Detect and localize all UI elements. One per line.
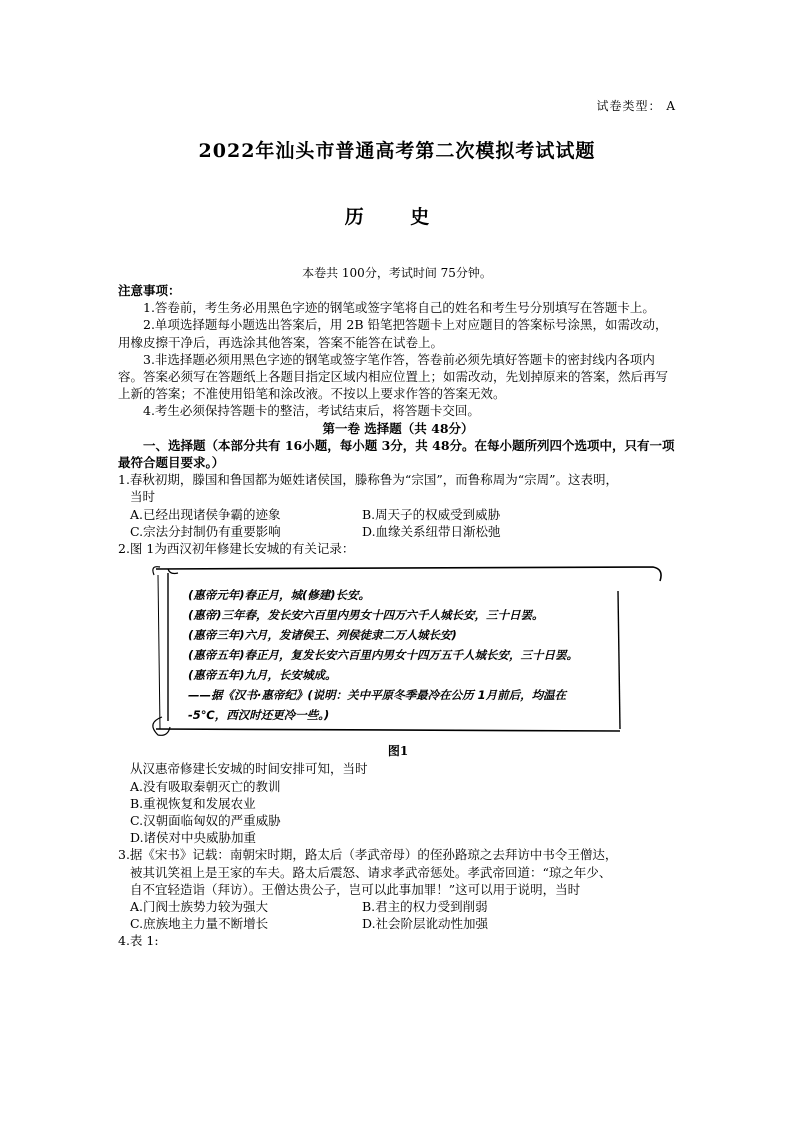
- option-b: B.周天子的权威受到威胁: [362, 506, 501, 522]
- question-3-stem: 3.据《宋书》记载：南朝宋时期，路太后（孝武帝母）的侄孙路琼之去拜访中书令王僧达，: [118, 847, 618, 863]
- figure-text: [188, 585, 658, 725]
- paper-type: 试卷类型： A: [596, 99, 676, 113]
- question-3-stem-cont: 被其讥笑祖上是王家的车夫。路太后震怒、请求孝武帝惩处。孝武帝回道：“琼之年少、: [130, 864, 612, 880]
- figure-line: (惠帝)三年春，发长安六百里内男女十四万六千人城长安，三十日罢。: [188, 608, 544, 623]
- exam-content: [118, 282, 678, 950]
- question-1-options-row: [118, 506, 678, 523]
- option-b: B.重视恢复和发展农业: [130, 795, 256, 811]
- figure-line: (惠帝五年)九月，长安城成。: [188, 668, 337, 683]
- figure-line: (惠帝三年)六月，发诸侯王、列侯徒隶二万人城长安): [188, 628, 457, 643]
- note-item: 4.考生必须保持答题卡的整洁，考试结束后，将答题卡交回。: [143, 403, 480, 419]
- question-4-stem: 4.表 1:: [118, 933, 159, 949]
- option-a: A.门阀士族势力较为强大: [130, 899, 269, 915]
- option-d: D.社会阶层讹动性加强: [362, 916, 489, 932]
- figure-line: (惠帝五年)春正月，复发长安六百里内男女十四万五千人城长安，三十日罢。: [188, 648, 579, 663]
- question-1-options-row: [118, 523, 678, 540]
- option-c: C.庶族地主力量不断增长: [130, 916, 269, 932]
- figure-label: 图1: [387, 744, 409, 759]
- question-2-stem: 2.图 1为西汉初年修建长安城的有关记录：: [118, 541, 355, 557]
- question-3-stem-cont: 自不宜轻造诣（拜访）。王僧达贵公子，岂可以此事加罪！”这可以用于说明，当时: [130, 881, 581, 897]
- question-3-options-row: [118, 915, 678, 932]
- notes-title: 注意事项：: [118, 283, 181, 298]
- question-1-stem: 1.春秋初期，滕国和鲁国都为姬姓诸侯国，滕称鲁为“宗国”，而鲁称周为“宗周”。这表明，: [118, 472, 618, 488]
- option-c: C.宗法分封制仍有重要影响: [130, 523, 281, 539]
- option-a: A.没有吸取秦朝灭亡的教训: [130, 778, 281, 794]
- figure-1-scroll: [148, 561, 668, 741]
- option-c: C.汉朝面临匈奴的严重威胁: [130, 813, 281, 829]
- option-d: D.诸侯对中央威胁加重: [130, 830, 257, 846]
- note-item: 2.单项选择题每小题选出答案后，用 2B 铅笔把答题卡上对应题目的答案标号涂黑，如需改动，用橡皮擦干净后，再选涂其他答案，答案不能答在试卷上。: [118, 317, 668, 350]
- option-d: D.血缘关系纽带日渐松弛: [362, 523, 501, 539]
- question-1-stem-cont: 当时: [130, 489, 156, 505]
- figure-line: ——据《汉书·惠帝纪》(说明：关中平原冬季最冷在公历 1月前后，均温在: [188, 688, 567, 703]
- exam-title: 2022年汕头市普通高考第二次模拟考试试题: [198, 140, 596, 162]
- figure-line: -5℃，西汉时还更冷一些。): [188, 708, 330, 723]
- question-2-prompt: 从汉惠帝修建长安城的时间安排可知，当时: [130, 761, 368, 777]
- note-item: 1.答卷前，考生务必用黑色字迹的钢笔或签字笔将自己的姓名和考生号分别填写在答题卡上。: [143, 300, 655, 316]
- figure-line: (惠帝元年)春正月，城(修建)长安。: [188, 588, 371, 603]
- option-b: B.君主的权力受到削弱: [362, 899, 488, 915]
- question-3-options-row: [118, 898, 678, 915]
- subject-title: 历 史: [344, 206, 450, 228]
- exam-info: 本卷共 100分，考试时间 75分钟。: [302, 266, 492, 280]
- section-desc: 一、选择题（本部分共有 16小题，每小题 3分，共 48分。在每小题所列四个选项中，只有一项最符合题目要求。）: [118, 437, 675, 471]
- note-item: 3.非选择题必须用黑色字迹的钢笔或签字笔作答，答卷前必须先填好答题卡的密封线内各项内容。答案必须写在答题纸上各题目指定区域内相应位置上；如需改动，先划掉原来的答案，然后再写上新的答案；不准使用铅笔和涂改液。不按以上要求作答的答案无效。: [118, 351, 669, 402]
- option-a: A.已经出现诸侯争霸的迹象: [130, 506, 281, 522]
- section-title: 第一卷 选择题（共 48分）: [322, 420, 474, 436]
